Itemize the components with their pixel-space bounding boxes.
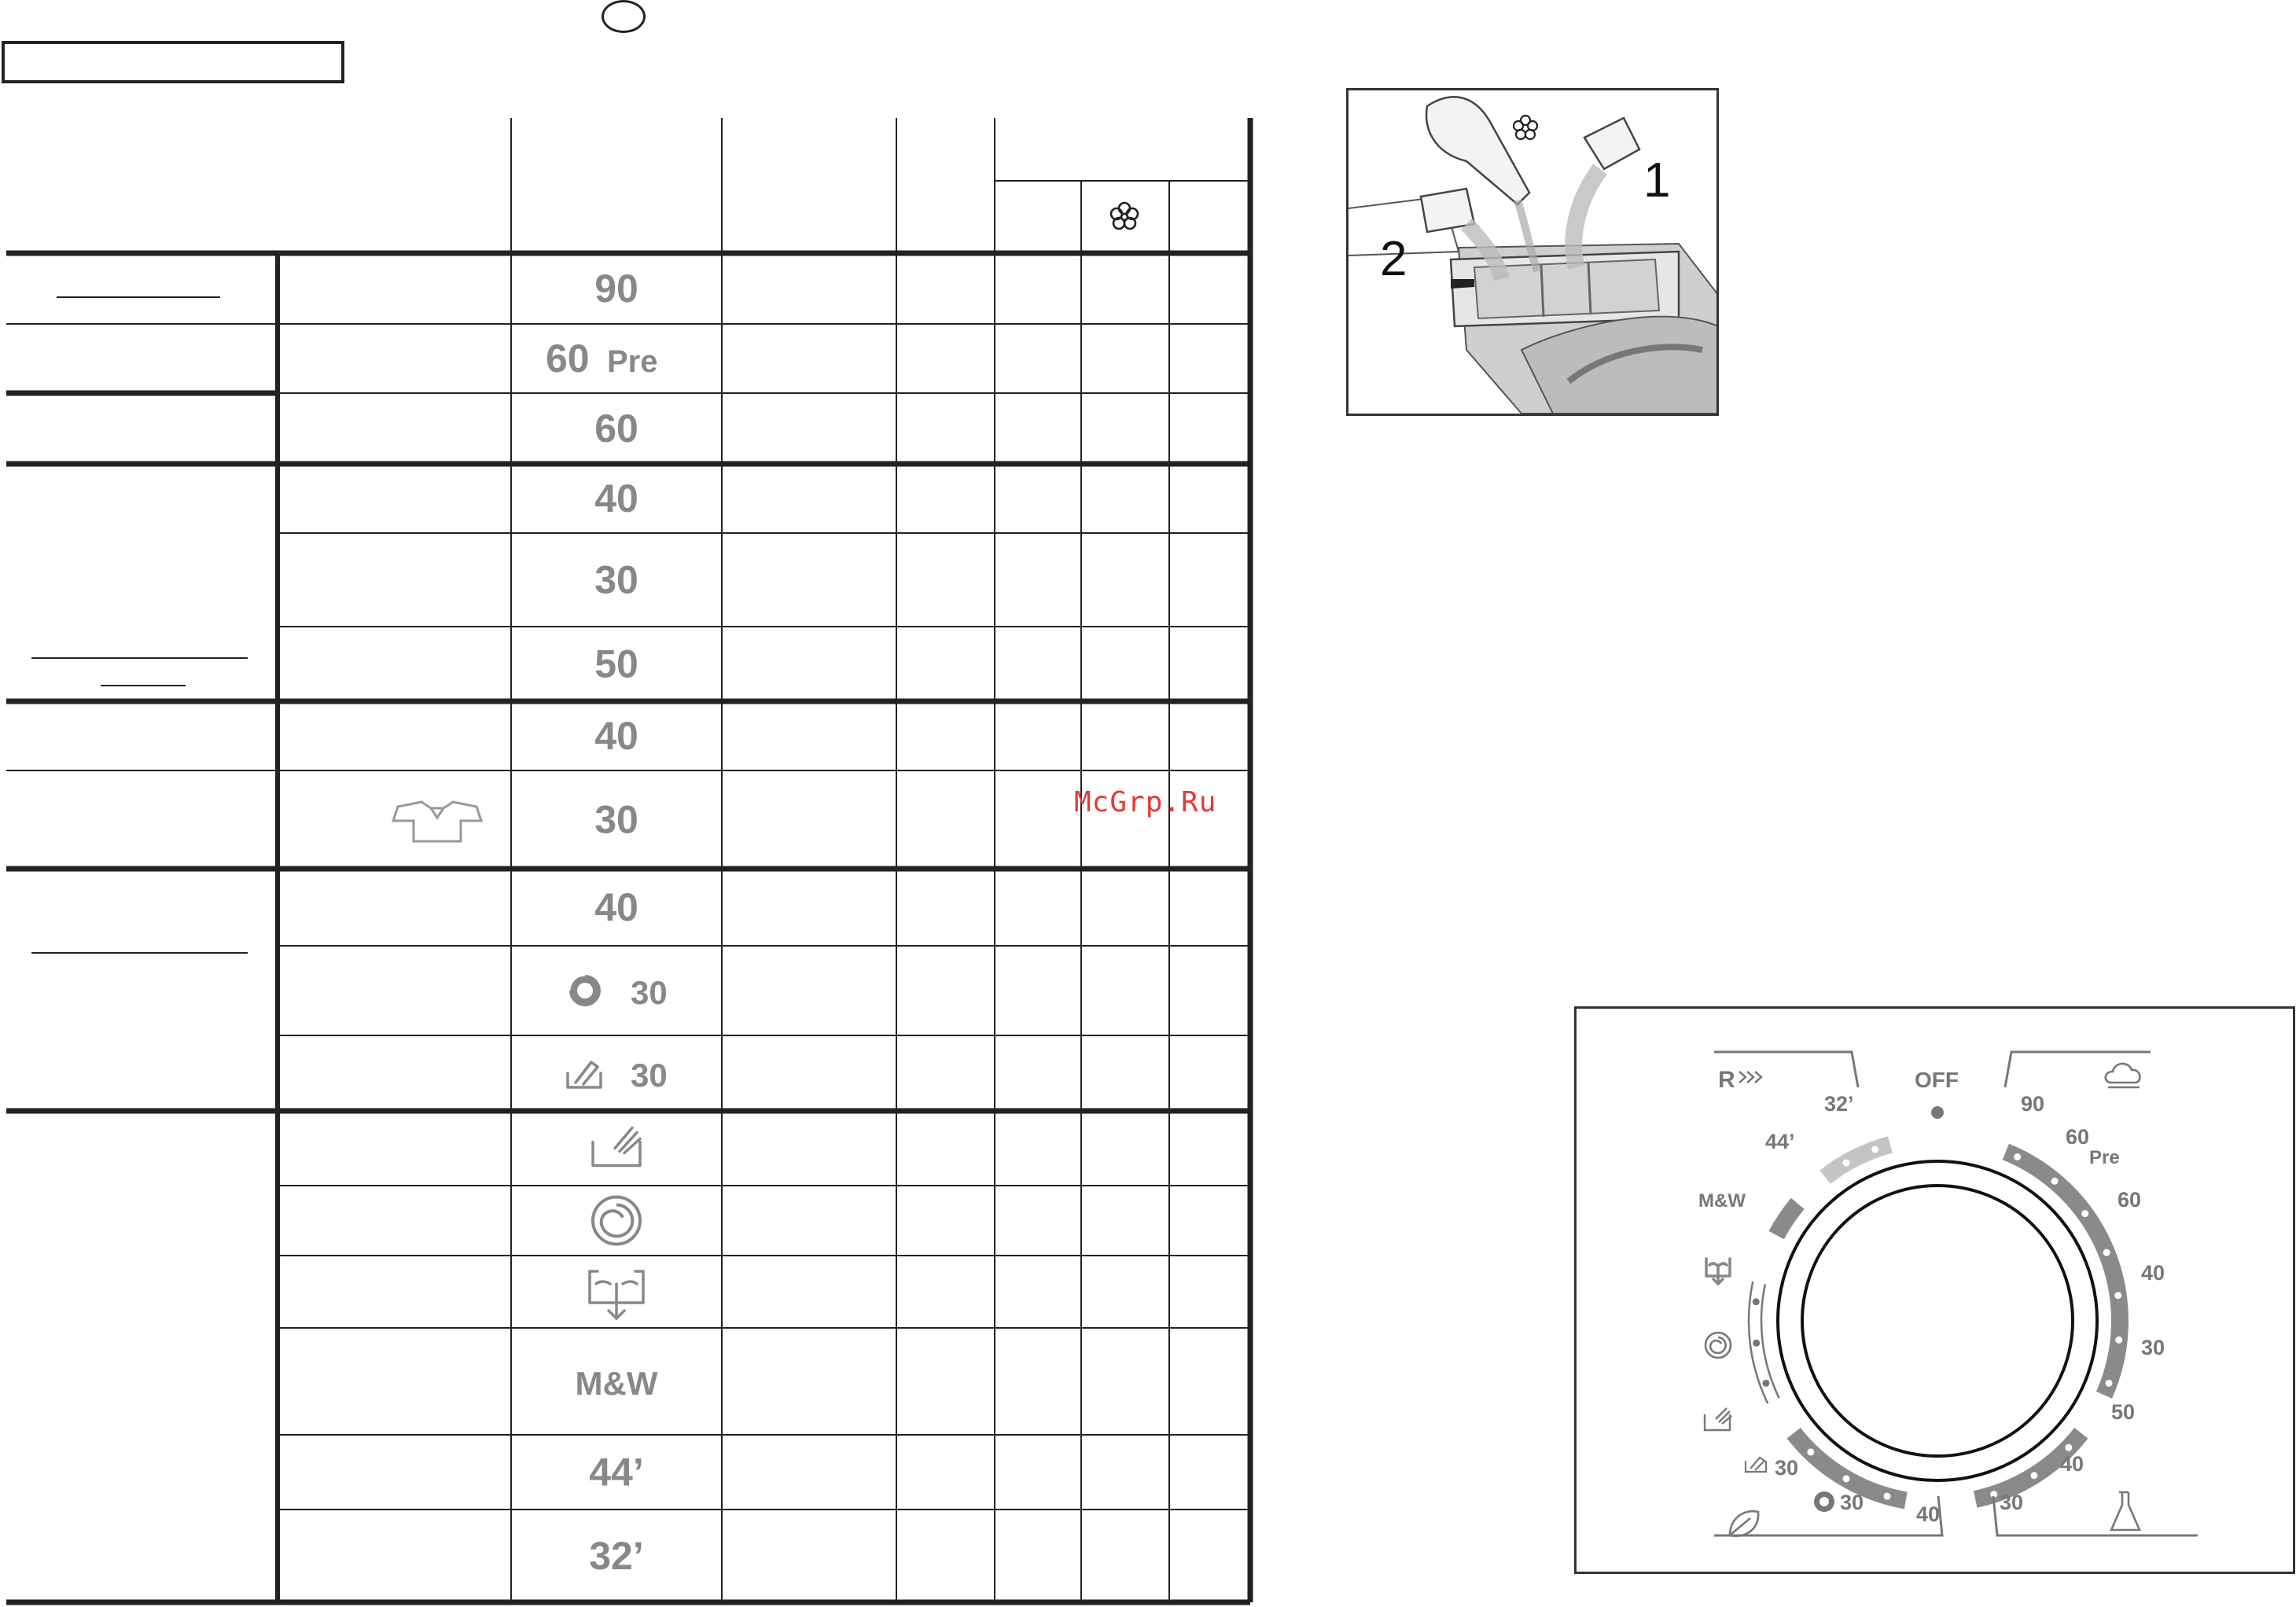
table-row bbox=[594, 714, 638, 758]
flower-icon bbox=[1514, 116, 1537, 139]
wool-icon bbox=[1814, 1491, 1834, 1512]
detergent-dispenser-illustration bbox=[1346, 88, 1719, 416]
rinse-icon bbox=[1705, 1408, 1731, 1430]
programme-knob[interactable] bbox=[1778, 1161, 2097, 1480]
synthetic-30-label: 30 bbox=[2000, 1491, 2024, 1514]
cotton-40-label: 40 bbox=[2141, 1261, 2165, 1285]
programme-label: M&W bbox=[575, 1365, 658, 1402]
table-row bbox=[594, 885, 638, 929]
table-row bbox=[594, 558, 638, 602]
shirt-icon bbox=[393, 802, 481, 841]
delicate-40-label: 40 bbox=[1916, 1502, 1941, 1526]
table-row bbox=[593, 1197, 640, 1245]
table-row bbox=[594, 406, 638, 450]
title-box bbox=[2, 41, 344, 83]
table-row bbox=[589, 1451, 644, 1495]
compartment-1-label: 1 bbox=[1643, 153, 1671, 208]
rapid-32-label: 32’ bbox=[1824, 1092, 1854, 1116]
prewash-suffix: Pre bbox=[607, 344, 658, 379]
table-row bbox=[546, 336, 658, 381]
drain-icon bbox=[1706, 1259, 1730, 1284]
table-row bbox=[569, 974, 668, 1011]
flower-icon bbox=[1111, 203, 1138, 229]
synthetic-40-label: 40 bbox=[2060, 1452, 2084, 1476]
off-indicator-dot bbox=[1931, 1106, 1944, 1119]
language-badge bbox=[602, 0, 646, 33]
programme-label: 44’ bbox=[589, 1450, 644, 1495]
dispenser-drawer-icon bbox=[1349, 197, 1716, 414]
table-row bbox=[393, 798, 638, 842]
programme-label: 32’ bbox=[589, 1534, 644, 1578]
programme-label: 90 bbox=[594, 267, 638, 311]
spin-icon bbox=[593, 1197, 640, 1245]
wool-icon bbox=[569, 975, 601, 1006]
programme-label: 30 bbox=[631, 1057, 668, 1094]
programme-label: 60 bbox=[546, 336, 590, 381]
compartment-2-label: 2 bbox=[1380, 232, 1407, 286]
programme-label: 40 bbox=[594, 714, 638, 758]
programme-label: 30 bbox=[594, 557, 638, 602]
programme-label: 30 bbox=[631, 974, 668, 1011]
cotton-30-label: 30 bbox=[2141, 1336, 2165, 1359]
table-row bbox=[590, 1271, 643, 1318]
table-row bbox=[576, 1365, 658, 1402]
table-row bbox=[594, 476, 638, 520]
programme-label: 40 bbox=[594, 885, 638, 929]
rinse-icon bbox=[593, 1128, 640, 1166]
rapid-icon bbox=[1718, 1067, 1761, 1093]
programme-dial-panel bbox=[1574, 1006, 2295, 1574]
drain-icon bbox=[590, 1271, 643, 1318]
synthetic-50-label: 50 bbox=[2111, 1400, 2136, 1424]
eco-leaf-icon bbox=[1730, 1511, 1758, 1535]
table-row bbox=[593, 1128, 640, 1166]
handwash-icon bbox=[568, 1062, 601, 1087]
programme-label: 60 bbox=[594, 406, 638, 450]
rapid-44-label: 44’ bbox=[1765, 1130, 1795, 1153]
programme-label: 40 bbox=[594, 476, 638, 520]
handwash-30-label: 30 bbox=[1775, 1456, 1799, 1480]
table-row bbox=[589, 1534, 644, 1578]
cotton-icon bbox=[2106, 1064, 2140, 1087]
programme-label: 50 bbox=[594, 642, 638, 686]
svg-text:R: R bbox=[1718, 1067, 1735, 1093]
prewash-label: Pre bbox=[2089, 1147, 2120, 1168]
table-row bbox=[568, 1057, 668, 1094]
cotton-60-label: 60 bbox=[2118, 1188, 2142, 1212]
mw-label: M&W bbox=[1698, 1190, 1746, 1212]
off-label: OFF bbox=[1915, 1068, 1959, 1092]
handwash-icon bbox=[1746, 1458, 1766, 1472]
spin-icon bbox=[1705, 1333, 1731, 1358]
cotton-90-label: 90 bbox=[2021, 1092, 2045, 1116]
table-row bbox=[594, 267, 638, 311]
table-row bbox=[594, 642, 638, 686]
wool-30-label: 30 bbox=[1840, 1491, 1864, 1514]
cotton-60pre-label: 60 bbox=[2066, 1125, 2090, 1149]
watermark-text: McGrp.Ru bbox=[1074, 786, 1217, 818]
synthetic-flask-icon bbox=[2111, 1492, 2140, 1530]
programme-label: 30 bbox=[594, 797, 638, 842]
